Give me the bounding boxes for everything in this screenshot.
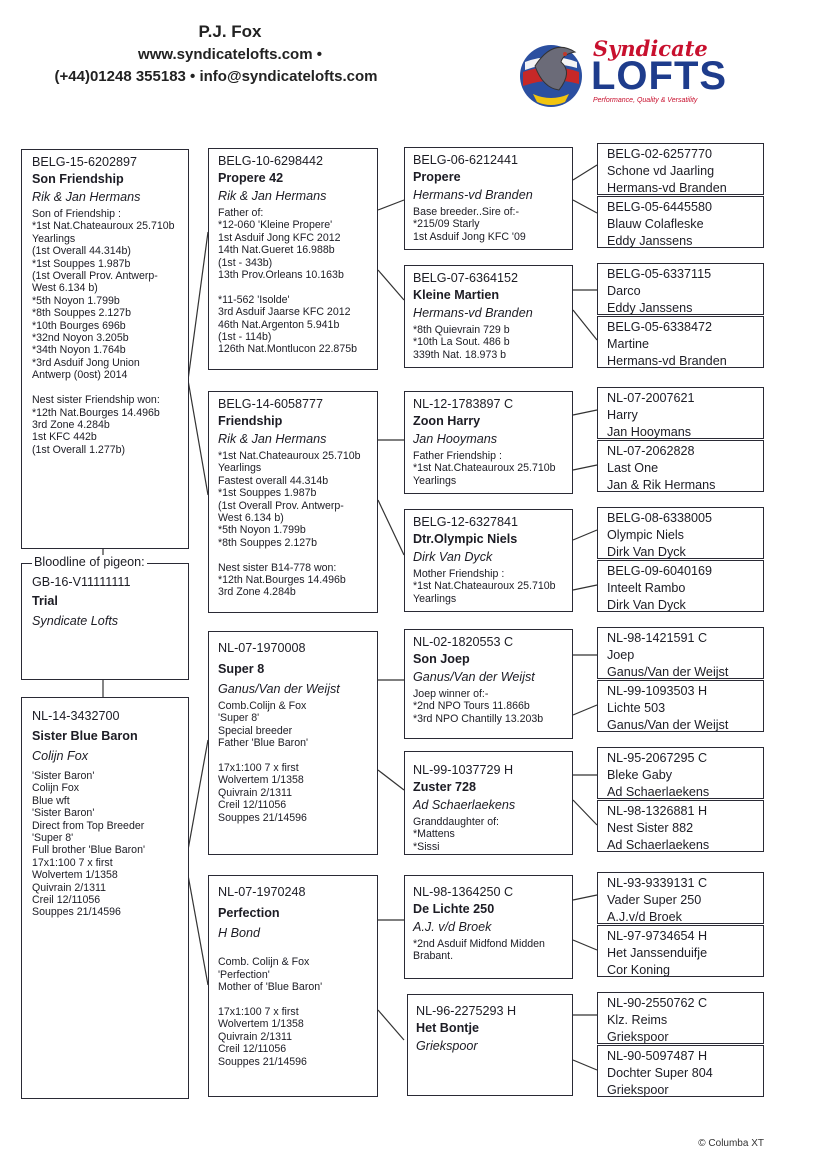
gen3-card[interactable] [407,994,573,1096]
pigeon-name: Blauw Colafleske [607,217,704,231]
pigeon-name: Het Bontje [416,1021,479,1035]
breeder-name: Ganus/Van der Weijst [607,718,729,732]
pigeon-notes: Granddaughter of: *Mattens *Sissi [413,816,499,853]
pigeon-notes: Father of: *12-060 'Kleine Propere' 1st Asduif Jong KFC 2012 14th Nat.Gueret 16.988b (1st - 343b) 13th Prov.Orleans 10.163b *11-562 'Isolde' 3rd Asduif Jaarse KFC 2012 46th Nat.Argenton 5.941b (1st - 114b) 126th Nat.Montlucon 22.875b [218,207,357,356]
gen4-card[interactable] [597,316,764,368]
ring-number: GB-16-V11111111 [32,575,131,589]
gen4-card[interactable] [597,196,764,248]
gen4-card[interactable] [597,387,764,439]
breeder-name: Rik & Jan Hermans [218,189,327,203]
pigeon-name: Son Friendship [32,172,124,186]
breeder-name: Hermans-vd Branden [413,188,533,202]
gen3-card[interactable] [404,147,573,250]
breeder-name: Ganus/Van der Weijst [218,682,340,696]
breeder-name: Ad Schaerlaekens [413,798,516,812]
breeder-name: Hermans-vd Branden [607,181,727,195]
pigeon-name: Harry [607,408,638,422]
pigeon-name: Propere [413,170,461,184]
pigeon-name: Perfection [218,906,280,920]
ring-number: BELG-08-6338005 [607,511,713,525]
breeder-name: H Bond [218,926,261,940]
ring-number: NL-02-1820553 C [413,635,514,649]
ring-number: BELG-05-6338472 [607,320,713,334]
ring-number: BELG-02-6257770 [607,147,713,161]
pigeon-notes: Father Friendship : *1st Nat.Chateauroux 25.710b Yearlings [413,450,556,487]
pigeon-name: De Lichte 250 [413,902,495,916]
breeder-name: Rik & Jan Hermans [218,432,327,446]
breeder-name: Dirk Van Dyck [413,550,493,564]
pigeon-notes: Comb.Colijn & Fox 'Super 8' Special breeder Father 'Blue Baron' 17x1:100 7 x first Wolvertem 1/1358 Quivrain 2/1311 Creil 12/11056 Souppes 21/14596 [218,700,309,824]
ring-number: BELG-06-6212441 [413,153,519,167]
gen3-card[interactable] [404,875,573,979]
pigeon-name: Joep [607,648,635,662]
owner-name: Syndicate Lofts [32,614,119,628]
breeder-name: Ganus/Van der Weijst [413,670,535,684]
pigeon-notes: Comb. Colijn & Fox 'Perfection' Mother of 'Blue Baron' 17x1:100 7 x first Wolvertem 1/1358 Quivrain 2/1311 Creil 12/11056 Souppes 21/14596 [218,956,323,1068]
pigeon-notes: *2nd Asduif Midfond Midden Brabant. [413,938,545,963]
pigeon-name: Lichte 503 [607,701,666,715]
gen4-card[interactable] [597,747,764,799]
breeder-name: Dirk Van Dyck [607,545,686,559]
ring-number: BELG-12-6327841 [413,515,519,529]
gen4-card[interactable] [597,263,764,315]
breeder-name: Ganus/Van der Weijst [607,665,729,679]
pigeon-name: Dtr.Olympic Niels [413,532,518,546]
pigeon-name: Zoon Harry [413,414,481,428]
pigeon-name: Schone vd Jaarling [607,164,715,178]
subject-pigeon-card[interactable] [21,149,189,549]
pigeon-name: Son Joep [413,652,470,666]
gen4-card[interactable] [597,925,764,977]
ring-number: NL-99-1093503 H [607,684,708,698]
gen4-card[interactable] [597,800,764,852]
pigeon-name: Super 8 [218,662,265,676]
logo-lofts-text: LOFTS [591,54,728,98]
website-link[interactable]: www.syndicatelofts.com • [138,46,322,63]
ring-number: NL-14-3432700 [32,709,120,723]
gen4-card[interactable] [597,627,764,679]
gen3-card[interactable] [404,751,573,855]
breeder-name: Jan & Rik Hermans [607,478,716,492]
pigeon-name: Darco [607,284,641,298]
ring-number: BELG-10-6298442 [218,154,324,168]
gen4-card[interactable] [597,1045,764,1097]
pigeon-notes: Base breeder..Sire of:- *215/09 Starly 1st Asduif Jong KFC '09 [413,206,526,243]
breeder-name: Ad Schaerlaekens [607,838,710,852]
ring-number: NL-90-5097487 H [607,1049,708,1063]
pigeon-notes: Mother Friendship : *1st Nat.Chateauroux 25.710b Yearlings [413,568,556,605]
breeder-name: Hermans-vd Branden [413,306,533,320]
logo-syndicate-text: Syndicate [593,36,708,61]
ring-number: NL-98-1421591 C [607,631,708,645]
breeder-name: Ad Schaerlaekens [607,785,710,799]
breeder-name: A.J. v/d Broek [413,920,492,934]
pigeon-notes: *8th Quievrain 729 b *10th La Sout. 486 b 339th Nat. 18.973 b [413,324,510,361]
ring-number: NL-07-2007621 [607,391,695,405]
breeder-name: Dirk Van Dyck [607,598,686,612]
ring-number: NL-90-2550762 C [607,996,708,1010]
pigeon-name: Last One [607,461,659,475]
ring-number: NL-95-2067295 C [607,751,708,765]
pigeon-notes: Son of Friendship : *1st Nat.Chateauroux 25.710b Yearlings (1st Overall 44.314b) *1st Souppes 1.987b (1st Overall Prov. Antwerp- West 6.134 b) *5th Noyon 1.799b *8th Souppes 2.127b *10th Bourges 696b *32nd Noyon 3.205b *34th Noyon 1.764b *3rd Asduif Jong Union Antwerp (0ost) 2014 Nest sister Friendship won: *12th Nat.Bourges 14.496b 3rd Zone 4.284b 1st KFC 442b (1st Overall 1.277b) [32,208,175,456]
breeder-name: Jan Hooymans [607,425,691,439]
ring-number: NL-99-1037729 H [413,763,514,777]
breeder-name: Cor Koning [607,963,671,977]
pigeon-name: Nest Sister 882 [607,821,694,835]
ring-number: NL-98-1364250 C [413,885,514,899]
gen4-card[interactable] [597,507,764,559]
dam-sire-card[interactable] [208,631,378,855]
breeder-name: Eddy Janssens [607,301,693,315]
gen3-card[interactable] [404,391,573,494]
breeder-name: Rik & Jan Hermans [32,190,141,204]
pigeon-name: Vader Super 250 [607,893,702,907]
pigeon-name: Sister Blue Baron [32,729,138,743]
pigeon-name: Zuster 728 [413,780,476,794]
ring-number: NL-96-2275293 H [416,1004,517,1018]
pigeon-notes: *1st Nat.Chateauroux 25.710b Yearlings Fastest overall 44.314b *1st Souppes 1.987b (1st Overall Prov. Antwerp- West 6.134 b) *5th Noyon 1.799b *8th Souppes 2.127b Nest sister B14-778 won: *12th Nat.Bourges 14.496b 3rd Zone 4.284b [218,450,361,599]
pigeon-name: Propere 42 [218,171,284,185]
software-credit: © Columba XT [698,1138,764,1149]
gen4-card[interactable] [597,560,764,612]
breeder-name: Colijn Fox [32,749,88,763]
breeder-name: Griekspoor [607,1030,669,1044]
ring-number: NL-93-9339131 C [607,876,708,890]
pigeon-name: Olympic Niels [607,528,684,542]
owner-name: P.J. Fox [198,22,262,41]
ring-number: NL-07-1970008 [218,641,306,655]
ring-number: BELG-07-6364152 [413,271,519,285]
gen4-card[interactable] [597,143,764,195]
gen4-card[interactable] [597,992,764,1044]
bloodline-label: Bloodline of pigeon: [34,555,145,569]
sire-card[interactable] [208,148,378,370]
ring-number: NL-97-9734654 H [607,929,708,943]
gen4-card[interactable] [597,680,764,732]
ring-number: BELG-15-6202897 [32,155,138,169]
dam-dam-card[interactable] [208,875,378,1097]
pigeon-name: Martine [607,337,649,351]
pigeon-name: Dochter Super 804 [607,1066,713,1080]
breeder-name: Jan Hooymans [413,432,497,446]
ring-number: BELG-05-6445580 [607,200,713,214]
pigeon-name: Kleine Martien [413,288,500,302]
pigeon-name: Inteelt Rambo [607,581,686,595]
ring-number: NL-98-1326881 H [607,804,708,818]
pigeon-notes: Joep winner of:- *2nd NPO Tours 11.866b *3rd NPO Chantilly 13.203b [413,688,544,725]
dam-of-subject-card[interactable] [208,391,378,613]
gen4-card[interactable] [597,440,764,492]
gen3-card[interactable] [404,509,573,612]
ring-number: BELG-05-6337115 [607,267,712,281]
pigeon-name: Bleke Gaby [607,768,673,782]
breeder-name: Eddy Janssens [607,234,693,248]
ring-number: NL-07-2062828 [607,444,695,458]
gen3-card[interactable] [404,265,573,368]
logo-tagline: Performance, Quality & Versatility [593,97,698,104]
pigeon-name: Trial [32,594,58,608]
ring-number: BELG-09-6040169 [607,564,713,578]
pigeon-name: Klz. Reims [607,1013,668,1027]
contact-line: (+44)01248 355183 • info@syndicatelofts.com [54,68,378,85]
dam-pigeon-card[interactable] [21,697,189,1099]
pigeon-notes: 'Sister Baron' Colijn Fox Blue wft 'Sister Baron' Direct from Top Breeder 'Super 8' Full brother 'Blue Baron' 17x1:100 7 x first Wolvertem 1/1358 Quivrain 2/1311 Creil 12/11056 Souppes 21/14596 [32,770,145,919]
breeder-name: Griekspoor [416,1039,478,1053]
breeder-name: Hermans-vd Branden [607,354,727,368]
gen3-card[interactable] [404,629,573,739]
pigeon-name: Friendship [218,414,283,428]
breeder-name: Griekspoor [607,1083,669,1097]
breeder-name: A.J.v/d Broek [607,910,682,924]
ring-number: NL-07-1970248 [218,885,306,899]
pigeon-name: Het Janssenduifje [607,946,708,960]
bloodline-card[interactable] [21,555,189,680]
gen4-card[interactable] [597,872,764,924]
ring-number: NL-12-1783897 C [413,397,514,411]
ring-number: BELG-14-6058777 [218,397,324,411]
